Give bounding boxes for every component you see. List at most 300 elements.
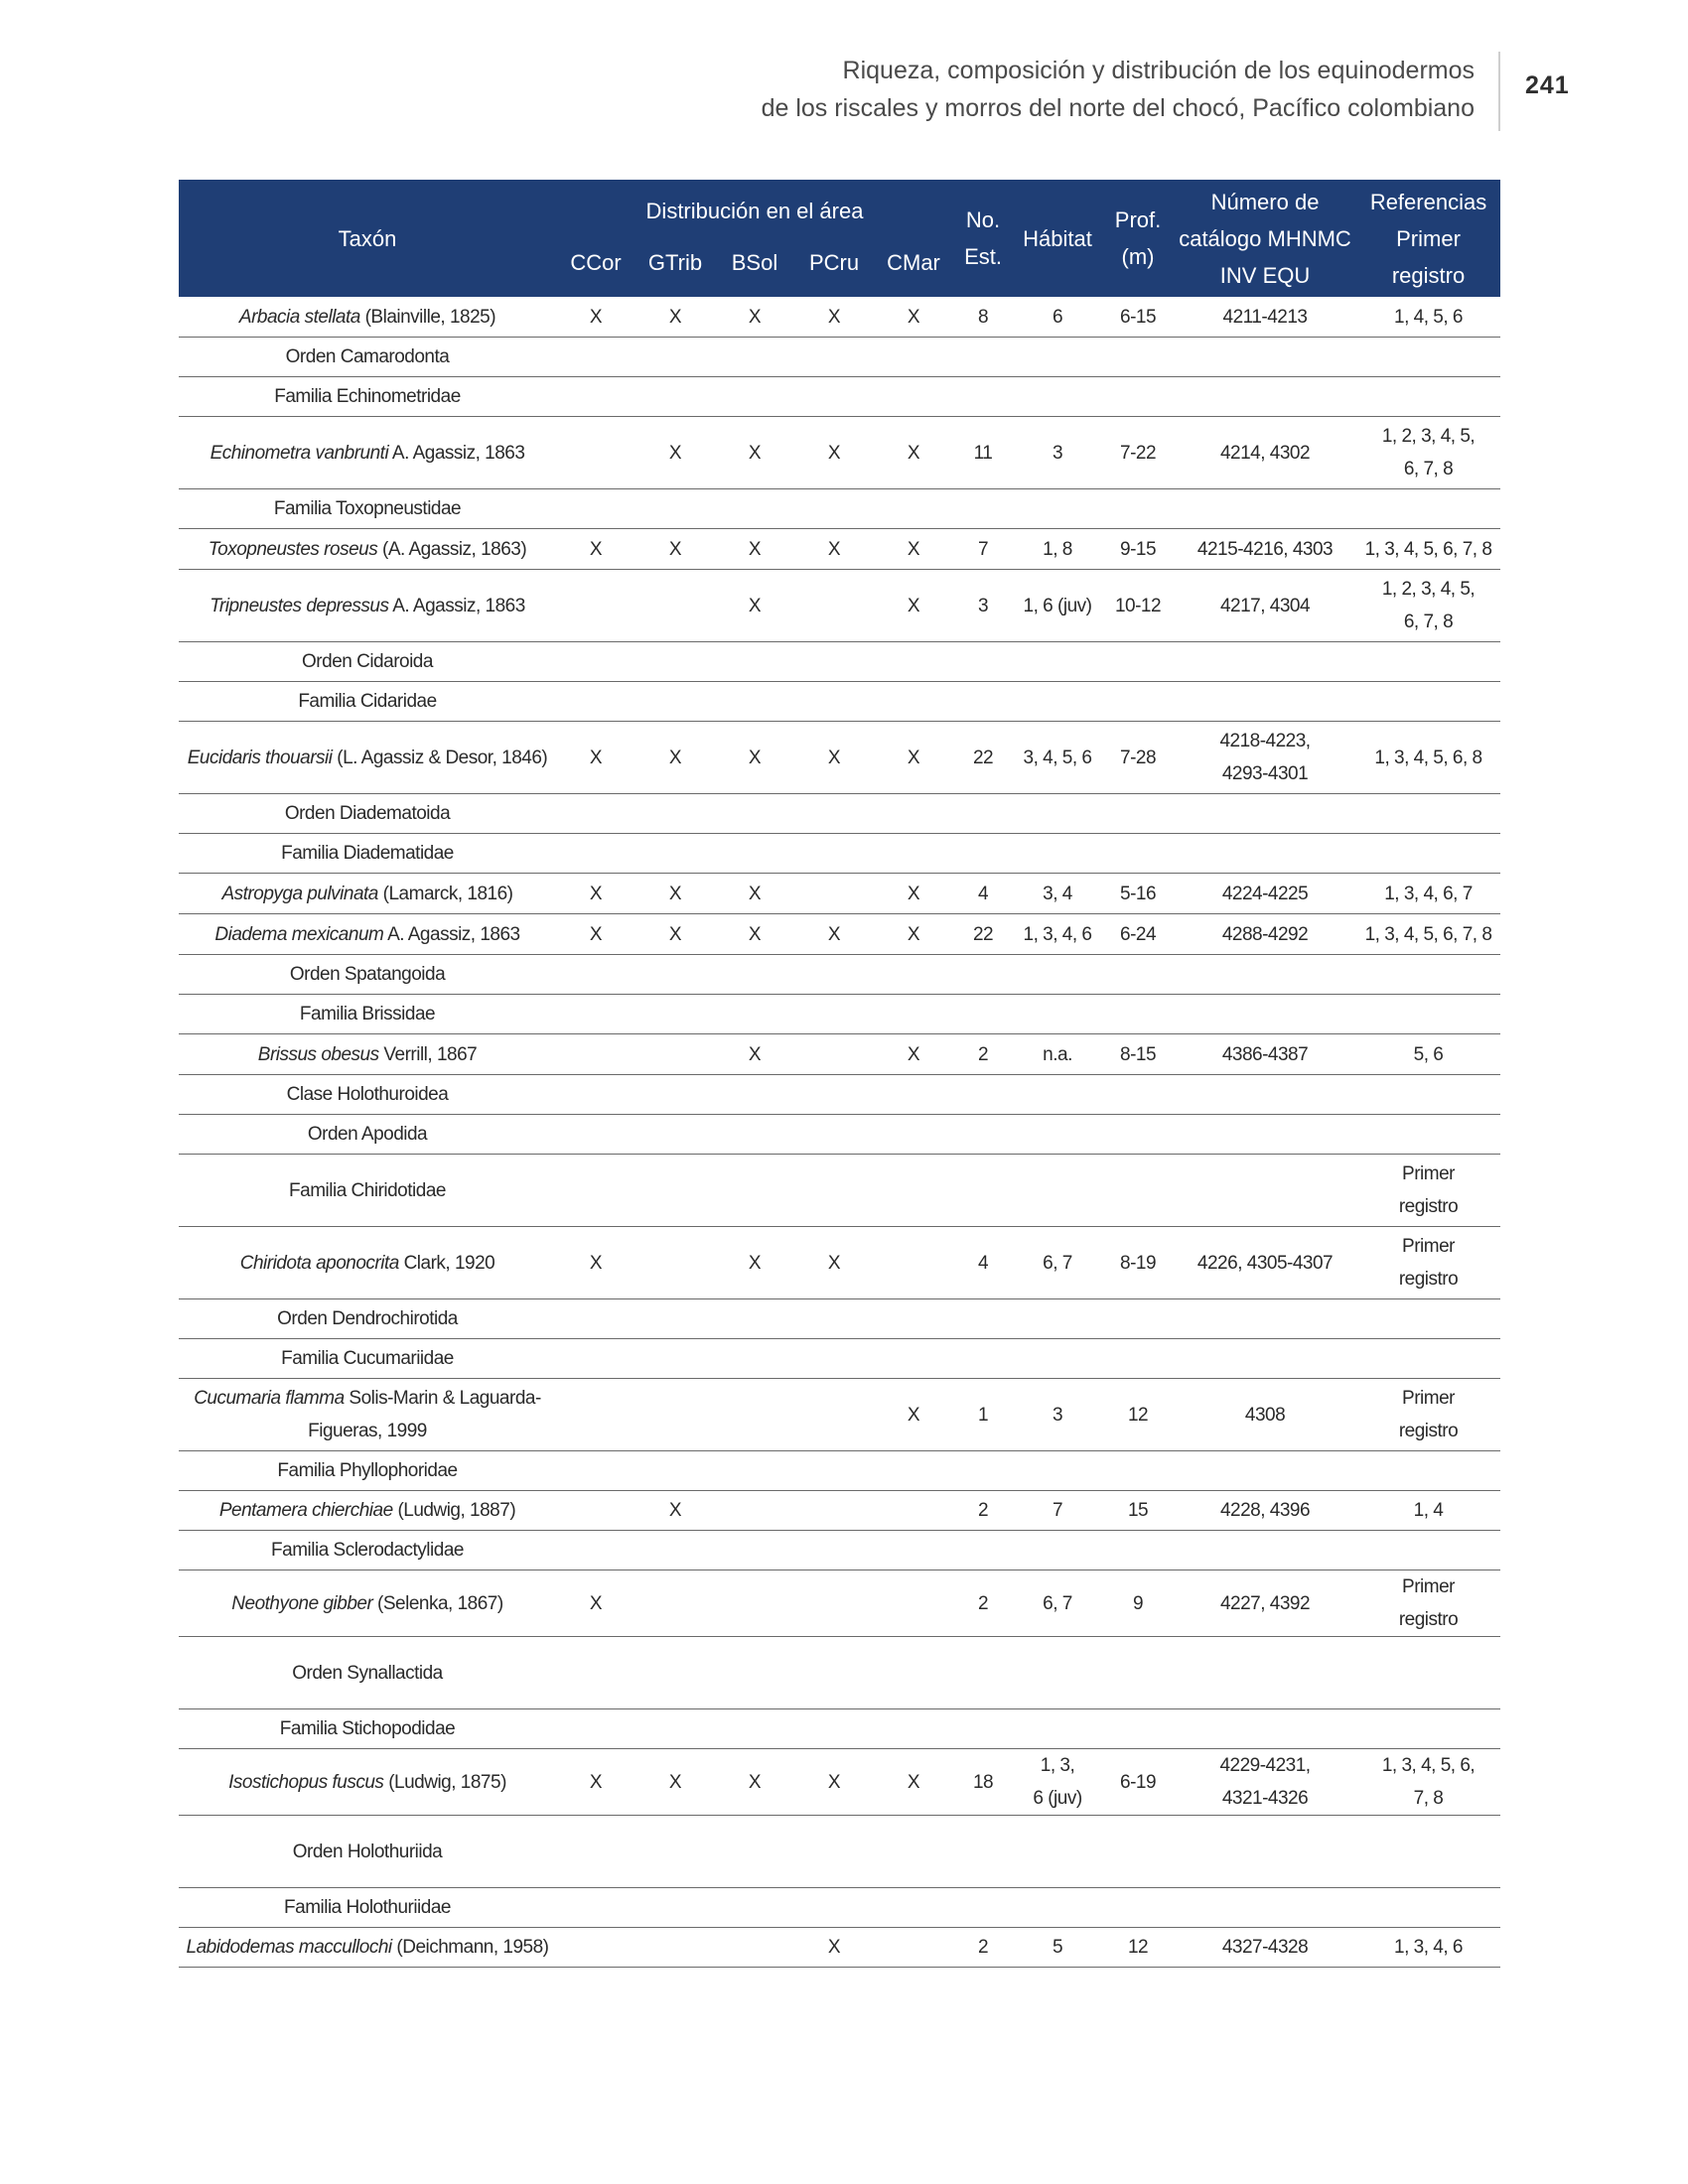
depth-cell <box>1102 682 1174 722</box>
habitat-cell <box>1013 722 1102 794</box>
catalog-cell <box>1174 1749 1356 1816</box>
species-author: Verrill, 1867 <box>378 1043 478 1065</box>
catalog-cell <box>1174 955 1356 995</box>
rank-name: Familia Chiridotidae <box>289 1179 446 1201</box>
pcru-cell <box>794 1709 874 1749</box>
references-cell <box>1356 682 1500 722</box>
depth-cell: 6-15 <box>1102 297 1174 338</box>
bsol-cell <box>715 1299 794 1339</box>
depth-cell: 7-22 <box>1102 417 1174 489</box>
bsol-cell <box>715 1816 794 1888</box>
catalog-cell <box>1174 1155 1356 1227</box>
species-author: A. Agassiz, 1863 <box>388 442 525 464</box>
pcru-cell <box>794 570 874 642</box>
est-cell <box>953 1299 1013 1339</box>
references-cell <box>1356 1888 1500 1928</box>
taxonomic-rank-row <box>179 338 1500 377</box>
species-row <box>179 1928 1500 1968</box>
cmar-cell <box>874 995 953 1034</box>
cell-line: 4327-4328 <box>1221 1937 1309 1958</box>
taxonomic-rank-row <box>179 834 1500 874</box>
ccor-cell <box>556 1637 635 1709</box>
habitat-cell <box>1013 570 1102 642</box>
bsol-cell <box>715 1379 794 1451</box>
habitat-cell <box>1013 1115 1102 1155</box>
references-cell <box>1356 489 1500 529</box>
est-cell <box>953 1075 1013 1115</box>
cell-line: 6, 7, 8 <box>1403 612 1454 632</box>
references-cell <box>1356 1570 1500 1637</box>
bsol-cell <box>715 834 794 874</box>
gtrib-cell <box>635 1379 715 1451</box>
est-cell <box>953 1816 1013 1888</box>
cmar-cell: X <box>874 1379 953 1451</box>
cmar-cell <box>874 489 953 529</box>
pcru-cell <box>794 1075 874 1115</box>
taxonomic-rank-row <box>179 682 1500 722</box>
est-cell <box>953 1709 1013 1749</box>
ccor-cell <box>556 1155 635 1227</box>
species-author: (Deichmann, 1958) <box>391 1937 549 1958</box>
habitat-cell <box>1013 834 1102 874</box>
references-cell <box>1356 1115 1500 1155</box>
rank-name: Orden Diadematoida <box>284 803 451 824</box>
species-row <box>179 417 1500 489</box>
catalog-cell <box>1174 682 1356 722</box>
rank-name: Familia Sclerodactylidae <box>271 1540 464 1561</box>
cmar-cell <box>874 377 953 417</box>
cell-line: registro <box>1398 1269 1459 1290</box>
depth-cell <box>1102 955 1174 995</box>
rank-name: Orden Spatangoida <box>289 964 446 985</box>
gtrib-cell <box>635 682 715 722</box>
taxon-cell <box>179 642 556 682</box>
bsol-cell <box>715 1115 794 1155</box>
pcru-cell <box>794 874 874 914</box>
taxon-cell <box>179 1339 556 1379</box>
gtrib-cell: X <box>635 417 715 489</box>
pcru-cell <box>794 489 874 529</box>
header-references: Referencias Primer registro <box>1356 180 1500 297</box>
depth-cell <box>1102 1709 1174 1749</box>
rank-name: Orden Cidaroida <box>302 651 433 672</box>
cell-line: 4215-4216, 4303 <box>1196 538 1334 560</box>
species-name: Eucidaris thouarsii <box>187 747 333 768</box>
header-habitat: Hábitat <box>1013 180 1102 297</box>
catalog-cell <box>1174 1451 1356 1491</box>
cell-line: 1, 3, 4, 5, 6, 7, 8 <box>1364 538 1492 560</box>
rank-name: Orden Dendrochirotida <box>277 1308 458 1329</box>
species-author: Clark, 1920 <box>398 1252 495 1274</box>
catalog-cell <box>1174 794 1356 834</box>
est-cell: 3 <box>953 570 1013 642</box>
references-cell <box>1356 529 1500 570</box>
cmar-cell: X <box>874 570 953 642</box>
taxonomic-rank-row <box>179 794 1500 834</box>
species-author: (Lamarck, 1816) <box>377 883 513 904</box>
references-cell <box>1356 1928 1500 1968</box>
gtrib-cell: X <box>635 297 715 338</box>
cell-line: 1, 3, 4, 6 <box>1394 1937 1463 1958</box>
taxon-cell <box>179 1451 556 1491</box>
species-author: A. Agassiz, 1863 <box>383 923 520 945</box>
catalog-cell <box>1174 570 1356 642</box>
cell-line: Primer <box>1402 1163 1455 1184</box>
cell-line: 6, 7 <box>1043 1252 1072 1274</box>
est-cell <box>953 1531 1013 1570</box>
pcru-cell: X <box>794 529 874 570</box>
catalog-cell <box>1174 642 1356 682</box>
ccor-cell <box>556 1075 635 1115</box>
cell-line: 7, 8 <box>1413 1788 1444 1809</box>
species-name: Isostichopus fuscus <box>228 1771 384 1793</box>
cell-line: 4229-4231, <box>1219 1755 1311 1776</box>
references-cell <box>1356 377 1500 417</box>
taxon-cell <box>179 1155 556 1227</box>
depth-cell: 9-15 <box>1102 529 1174 570</box>
gtrib-cell <box>635 642 715 682</box>
catalog-cell <box>1174 1379 1356 1451</box>
taxon-cell <box>179 529 556 570</box>
cell-line: 7 <box>1052 1500 1063 1521</box>
habitat-cell <box>1013 955 1102 995</box>
pcru-cell: X <box>794 914 874 955</box>
depth-cell <box>1102 1115 1174 1155</box>
habitat-cell <box>1013 1531 1102 1570</box>
cmar-cell <box>874 955 953 995</box>
ccor-cell <box>556 1379 635 1451</box>
gtrib-cell <box>635 1888 715 1928</box>
depth-cell: 6-19 <box>1102 1749 1174 1816</box>
cell-line: 1, 3, 4, 6 <box>1023 923 1092 945</box>
references-cell <box>1356 1155 1500 1227</box>
est-cell <box>953 489 1013 529</box>
header-bsol: BSol <box>715 234 794 297</box>
table-body <box>179 297 1500 1968</box>
taxon-cell <box>179 722 556 794</box>
depth-cell <box>1102 1299 1174 1339</box>
gtrib-cell <box>635 1709 715 1749</box>
gtrib-cell <box>635 1339 715 1379</box>
cmar-cell: X <box>874 722 953 794</box>
gtrib-cell <box>635 1637 715 1709</box>
depth-cell: 6-24 <box>1102 914 1174 955</box>
gtrib-cell <box>635 1928 715 1968</box>
pcru-cell: X <box>794 1227 874 1299</box>
species-row <box>179 529 1500 570</box>
cell-line: 4308 <box>1244 1404 1286 1426</box>
gtrib-cell <box>635 995 715 1034</box>
species-row <box>179 1227 1500 1299</box>
species-name: Pentamera chierchiae <box>218 1500 393 1521</box>
ccor-cell: X <box>556 1570 635 1637</box>
pcru-cell <box>794 642 874 682</box>
cell-line: 4288-4292 <box>1221 923 1309 945</box>
ccor-cell <box>556 1928 635 1968</box>
cell-line: 1, 3, 4, 5, 6, 7, 8 <box>1364 923 1492 945</box>
ccor-cell <box>556 1531 635 1570</box>
catalog-cell <box>1174 914 1356 955</box>
bsol-cell: X <box>715 417 794 489</box>
gtrib-cell <box>635 1299 715 1339</box>
habitat-cell <box>1013 995 1102 1034</box>
est-cell <box>953 834 1013 874</box>
taxonomic-rank-row <box>179 955 1500 995</box>
taxonomic-rank-row <box>179 1451 1500 1491</box>
taxon-cell <box>179 1034 556 1075</box>
cell-line: 1, 3, <box>1040 1755 1075 1776</box>
ccor-cell <box>556 1299 635 1339</box>
taxonomic-rank-row <box>179 1531 1500 1570</box>
est-cell <box>953 1451 1013 1491</box>
depth-cell: 5-16 <box>1102 874 1174 914</box>
references-cell <box>1356 1749 1500 1816</box>
bsol-cell <box>715 1491 794 1531</box>
pcru-cell <box>794 1034 874 1075</box>
references-cell <box>1356 1637 1500 1709</box>
est-cell: 18 <box>953 1749 1013 1816</box>
header-distribution: Distribución en el área <box>556 180 953 234</box>
gtrib-cell <box>635 338 715 377</box>
taxon-line <box>181 1382 554 1415</box>
bsol-cell <box>715 1155 794 1227</box>
pcru-cell <box>794 794 874 834</box>
est-cell <box>953 1888 1013 1928</box>
bsol-cell: X <box>715 570 794 642</box>
gtrib-cell <box>635 1531 715 1570</box>
cell-line: 3, 4 <box>1043 883 1072 904</box>
header-gtrib: GTrib <box>635 234 715 297</box>
catalog-cell <box>1174 529 1356 570</box>
cmar-cell: X <box>874 914 953 955</box>
cell-line: 1, 3, 4, 6, 7 <box>1384 883 1473 904</box>
pcru-cell <box>794 1637 874 1709</box>
taxon-cell <box>179 1928 556 1968</box>
habitat-cell <box>1013 338 1102 377</box>
references-cell <box>1356 417 1500 489</box>
taxon-line <box>181 1247 554 1280</box>
species-name: Neothyone gibber <box>231 1592 373 1614</box>
species-author: Solis-Marin & Laguarda- <box>344 1388 541 1409</box>
rank-name: Orden Synallactida <box>292 1662 443 1684</box>
gtrib-cell <box>635 1034 715 1075</box>
bsol-cell: X <box>715 1227 794 1299</box>
ccor-cell <box>556 834 635 874</box>
bsol-cell <box>715 1709 794 1749</box>
taxon-line <box>181 742 554 774</box>
catalog-cell <box>1174 1709 1356 1749</box>
cell-line: 6, 7 <box>1043 1592 1072 1614</box>
gtrib-cell: X <box>635 529 715 570</box>
ccor-cell <box>556 1034 635 1075</box>
ccor-cell <box>556 1709 635 1749</box>
ccor-cell <box>556 1115 635 1155</box>
gtrib-cell: X <box>635 914 715 955</box>
header-taxon: Taxón <box>179 180 556 297</box>
ccor-cell: X <box>556 874 635 914</box>
cmar-cell <box>874 834 953 874</box>
rank-name: Clase Holothuroidea <box>286 1084 449 1105</box>
depth-cell: 9 <box>1102 1570 1174 1637</box>
species-row <box>179 1034 1500 1075</box>
catalog-cell <box>1174 489 1356 529</box>
catalog-cell <box>1174 834 1356 874</box>
gtrib-cell: X <box>635 1749 715 1816</box>
taxon-line <box>181 1038 554 1071</box>
cell-line: 4228, 4396 <box>1219 1500 1311 1521</box>
taxon-cell <box>179 1491 556 1531</box>
taxon-cell <box>179 1816 556 1888</box>
cmar-cell <box>874 1299 953 1339</box>
taxon-line <box>181 918 554 951</box>
catalog-cell <box>1174 1034 1356 1075</box>
ccor-cell <box>556 995 635 1034</box>
header-catalog-number: Número de catálogo MHNMC INV EQU <box>1174 180 1356 297</box>
ccor-cell: X <box>556 529 635 570</box>
habitat-cell <box>1013 874 1102 914</box>
rank-name: Orden Holothuriida <box>292 1841 443 1862</box>
habitat-cell <box>1013 1451 1102 1491</box>
taxonomic-rank-row <box>179 1115 1500 1155</box>
taxonomic-rank-row <box>179 1709 1500 1749</box>
references-cell <box>1356 1075 1500 1115</box>
taxon-line <box>181 1494 554 1527</box>
bsol-cell <box>715 642 794 682</box>
cell-line: 6 (juv) <box>1033 1788 1082 1809</box>
cell-line: Primer <box>1402 1576 1455 1597</box>
pcru-cell <box>794 1299 874 1339</box>
cell-line: 1, 6 (juv) <box>1023 595 1092 616</box>
references-cell <box>1356 1451 1500 1491</box>
cmar-cell <box>874 1227 953 1299</box>
bsol-cell: X <box>715 529 794 570</box>
species-author: (Ludwig, 1875) <box>383 1771 506 1793</box>
species-author: (L. Agassiz & Desor, 1846) <box>332 747 548 768</box>
pcru-cell <box>794 834 874 874</box>
taxonomic-rank-row <box>179 1339 1500 1379</box>
pcru-cell <box>794 1491 874 1531</box>
gtrib-cell <box>635 570 715 642</box>
pcru-cell <box>794 955 874 995</box>
taxon-cell <box>179 794 556 834</box>
running-header-line-1: Riqueza, composición y distribución de los equinodermos <box>842 57 1475 84</box>
cell-line: 3, 4, 5, 6 <box>1023 747 1092 768</box>
catalog-cell <box>1174 1928 1356 1968</box>
taxonomic-rank-row <box>179 995 1500 1034</box>
habitat-cell <box>1013 1299 1102 1339</box>
gtrib-cell <box>635 489 715 529</box>
references-cell <box>1356 794 1500 834</box>
taxon-line <box>181 437 554 470</box>
cell-line: 1, 3, 4, 5, 6, 8 <box>1374 747 1482 768</box>
catalog-cell <box>1174 1075 1356 1115</box>
species-name: Chiridota aponocrita <box>239 1252 399 1274</box>
habitat-cell <box>1013 1749 1102 1816</box>
gtrib-cell <box>635 1451 715 1491</box>
gtrib-cell <box>635 1570 715 1637</box>
species-name: Arbacia stellata <box>238 306 360 328</box>
pcru-cell <box>794 1379 874 1451</box>
ccor-cell: X <box>556 914 635 955</box>
references-cell <box>1356 955 1500 995</box>
est-cell <box>953 995 1013 1034</box>
est-cell: 2 <box>953 1491 1013 1531</box>
ccor-cell: X <box>556 297 635 338</box>
species-row <box>179 1379 1500 1451</box>
taxon-cell <box>179 489 556 529</box>
references-cell <box>1356 1227 1500 1299</box>
cmar-cell <box>874 1928 953 1968</box>
references-cell <box>1356 1709 1500 1749</box>
references-cell <box>1356 338 1500 377</box>
habitat-cell <box>1013 1637 1102 1709</box>
species-row <box>179 722 1500 794</box>
ccor-cell: X <box>556 1227 635 1299</box>
depth-cell <box>1102 1339 1174 1379</box>
references-cell <box>1356 1299 1500 1339</box>
gtrib-cell <box>635 794 715 834</box>
bsol-cell <box>715 1928 794 1968</box>
ccor-cell <box>556 1451 635 1491</box>
bsol-cell: X <box>715 297 794 338</box>
est-cell <box>953 794 1013 834</box>
cell-line: n.a. <box>1043 1043 1072 1065</box>
est-cell: 4 <box>953 874 1013 914</box>
catalog-cell <box>1174 338 1356 377</box>
est-cell: 2 <box>953 1570 1013 1637</box>
cell-line: 1, 2, 3, 4, 5, <box>1381 579 1476 600</box>
depth-cell: 12 <box>1102 1928 1174 1968</box>
bsol-cell: X <box>715 874 794 914</box>
taxon-cell <box>179 377 556 417</box>
catalog-cell <box>1174 1888 1356 1928</box>
ccor-cell: X <box>556 1749 635 1816</box>
cmar-cell: X <box>874 1749 953 1816</box>
gtrib-cell <box>635 1816 715 1888</box>
taxonomic-rank-row <box>179 1816 1500 1888</box>
catalog-cell <box>1174 1491 1356 1531</box>
depth-cell: 10-12 <box>1102 570 1174 642</box>
cell-line: 1, 4 <box>1413 1500 1444 1521</box>
ccor-cell <box>556 377 635 417</box>
depth-cell <box>1102 1888 1174 1928</box>
rank-name: Familia Diadematidae <box>281 843 454 864</box>
bsol-cell <box>715 1570 794 1637</box>
habitat-cell <box>1013 1709 1102 1749</box>
bsol-cell <box>715 1888 794 1928</box>
ccor-cell <box>556 955 635 995</box>
taxon-cell <box>179 338 556 377</box>
habitat-cell <box>1013 1034 1102 1075</box>
ccor-cell <box>556 1816 635 1888</box>
taxonomic-rank-row <box>179 1075 1500 1115</box>
bsol-cell <box>715 377 794 417</box>
header-depth: Prof. (m) <box>1102 180 1174 297</box>
cmar-cell: X <box>874 417 953 489</box>
catalog-cell <box>1174 1816 1356 1888</box>
cell-line: 1, 4, 5, 6 <box>1394 306 1463 328</box>
pcru-cell <box>794 377 874 417</box>
ccor-cell <box>556 794 635 834</box>
cell-line: 3 <box>1052 1404 1063 1426</box>
catalog-cell <box>1174 1299 1356 1339</box>
cmar-cell: X <box>874 529 953 570</box>
taxon-cell <box>179 417 556 489</box>
species-row <box>179 1491 1500 1531</box>
est-cell <box>953 1339 1013 1379</box>
cell-line: Primer <box>1402 1388 1455 1409</box>
habitat-cell <box>1013 1075 1102 1115</box>
